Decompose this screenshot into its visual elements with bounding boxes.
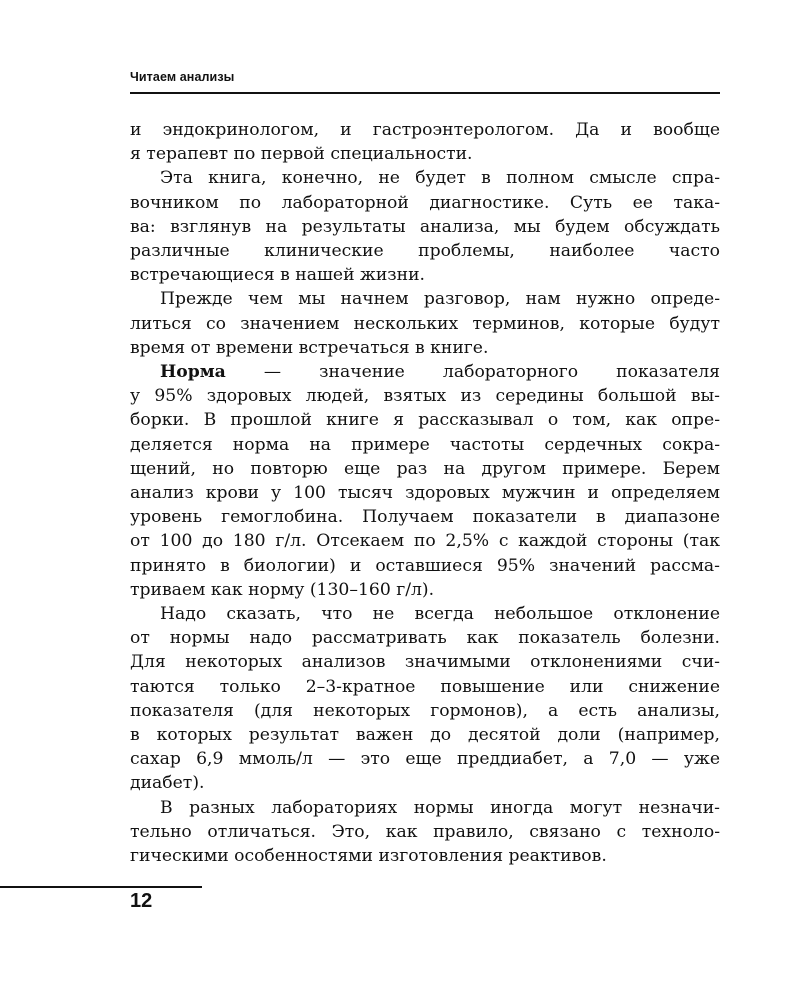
text-line: Для некоторых анализов значимыми отклонениями счи-	[130, 652, 720, 673]
text-line: уровень гемоглобина. Получаем показатели в диапазоне	[130, 507, 720, 528]
text-line: анализ крови у 100 тысяч здоровых мужчин и определяем	[130, 483, 720, 504]
text-line: литься со значением нескольких терминов, которые будут	[130, 313, 720, 334]
text-line: у 95% здоровых людей, взятых из середины большой вы-	[130, 386, 720, 407]
text-line: вочником по лабораторной диагностике. Суть ее така-	[130, 192, 720, 213]
text-line: и эндокринологом, и гастроэнтерологом. Да и вообще	[130, 120, 720, 140]
term-definition-line	[130, 360, 720, 384]
text-line: гическими особенностями изготовления реактивов.	[130, 846, 607, 867]
page-number: 12	[130, 890, 153, 912]
text-line: В разных лабораториях нормы иногда могут незначи-	[160, 797, 720, 818]
text-line: Надо сказать, что не всегда небольшое отклонение	[160, 604, 720, 625]
text-line: триваем как норму (130–160 г/л).	[130, 579, 435, 600]
text-line: диабет).	[130, 773, 205, 794]
text-line: ва: взглянув на результаты анализа, мы будем обсуждать	[130, 216, 720, 237]
text-line: время от времени встречаться в книге.	[130, 337, 489, 358]
text-line: деляется норма на примере частоты сердечных сокра-	[130, 434, 720, 455]
body-text	[130, 118, 720, 868]
footer-rule	[0, 886, 202, 888]
text-line: встречающиеся в нашей жизни.	[130, 265, 426, 286]
text-line: от 100 до 180 г/л. Отсекаем по 2,5% с каждой стороны (так	[130, 531, 720, 552]
text-line: Эта книга, конечно, не будет в полном смысле спра-	[160, 168, 720, 189]
text-line: принято в биологии) и оставшиеся 95% значений рассма-	[130, 555, 720, 576]
text-line: показателя (для некоторых гормонов), а есть анализы,	[130, 700, 720, 721]
term-norma: Норма	[160, 362, 226, 383]
text-line: различные клинические проблемы, наиболее часто	[130, 241, 720, 262]
text-line: Прежде чем мы начнем разговор, нам нужно опреде-	[160, 289, 720, 310]
header-rule	[130, 92, 720, 94]
text-line: сахар 6,9 ммоль/л — это еще преддиабет, а 7,0 — уже	[130, 749, 720, 770]
text-line: от нормы надо рассматривать как показатель болезни.	[130, 628, 720, 649]
text-line: тельно отличаться. Это, как правило, связано с техноло-	[130, 821, 720, 842]
text-line: я терапевт по первой специальности.	[130, 144, 473, 165]
running-head: Читаем анализы	[130, 70, 235, 84]
text-line: таются только 2–3-кратное повышение или снижение	[130, 676, 720, 697]
definition-text: — значение лабораторного показателя	[263, 362, 720, 383]
text-line: борки. В прошлой книге я рассказывал о том, как опре-	[130, 410, 720, 431]
text-line: в которых результат важен до десятой доли (например,	[130, 725, 720, 746]
text-line: щений, но повторю еще раз на другом примере. Берем	[130, 458, 720, 479]
